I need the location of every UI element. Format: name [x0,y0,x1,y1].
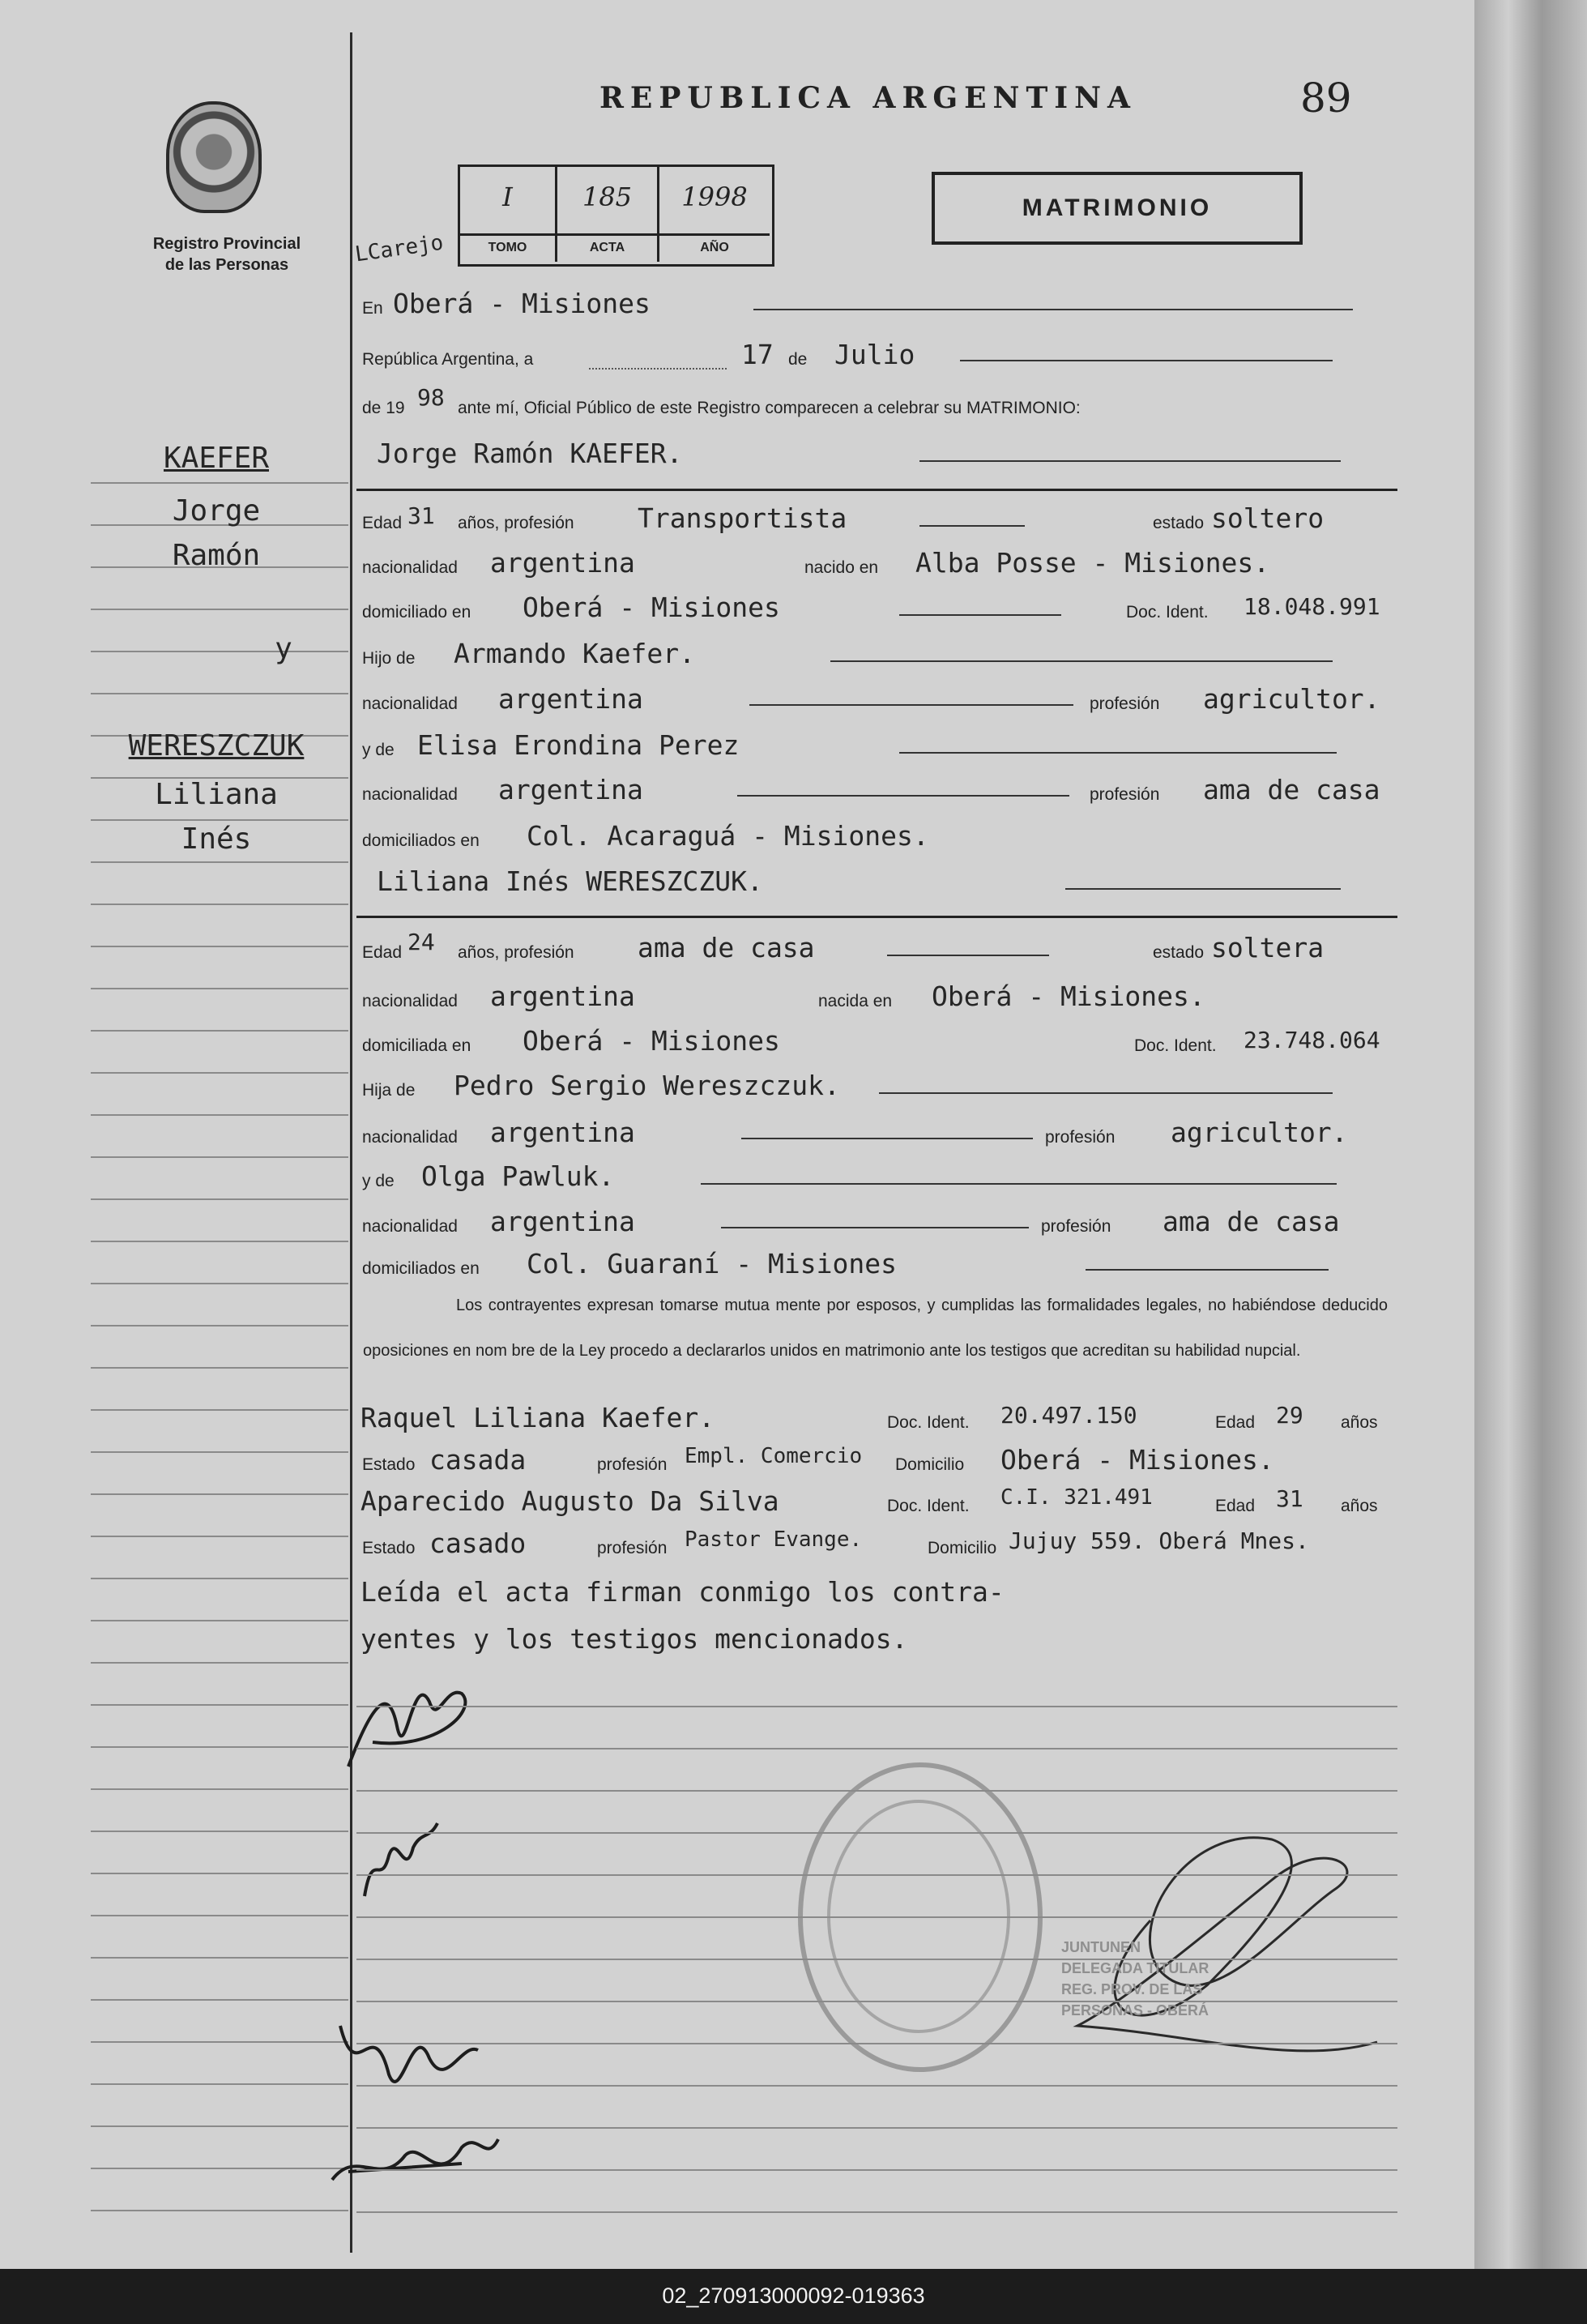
witness2-line [360,1485,1397,1523]
body-rule [356,2169,1397,2171]
margin-rule [91,2125,348,2127]
month-value: Julio [834,339,915,370]
body-rule [356,2211,1397,2213]
signature-bride [348,1815,446,1904]
closing-text-1: Leída el acta firman conmigo los contra- [360,1576,1005,1608]
civil-label: Estado [362,1539,416,1557]
margin-rule [91,609,348,610]
witness1-civil: casada [429,1444,527,1476]
groom-father-nationality: argentina [498,683,643,715]
margin-rule [91,1325,348,1326]
bride-born: Oberá - Misiones. [932,980,1205,1012]
parents-domicile-label: domiciliados en [362,831,480,850]
day-value: 17 [741,339,774,370]
years-label: años [1341,1413,1378,1432]
section-rule [356,916,1397,918]
father-label: Hija de [362,1081,416,1100]
born-label: nacida en [818,992,893,1010]
stamp-line-4: PERSONAS - OBERÁ [1061,2002,1209,2019]
civil-label: Estado [362,1455,416,1474]
bride-father: Pedro Sergio Wereszczuk. [454,1070,840,1101]
margin-rule [91,904,348,905]
doc-label: Doc. Ident. [1134,1036,1217,1055]
groom-parents-dom-line [360,820,1397,857]
fill-dash [701,1183,1337,1185]
nationality-label: nacionalidad [362,1217,458,1236]
domicile-label: Domicilio [895,1455,965,1474]
margin-rule [91,1156,348,1158]
place-label: En [362,299,383,318]
years-profession-label: años, profesión [458,514,574,532]
profession-label: profesión [1041,1217,1111,1236]
mother-label: y de [362,741,395,759]
margin-rule [91,1704,348,1706]
margin-rule [91,1451,348,1453]
fill-dash [899,752,1337,754]
bride-mother-nat-line [360,1206,1397,1243]
fill-dash [753,309,1353,310]
nationality-label: nacionalidad [362,558,458,577]
nationality-label: nacionalidad [362,1128,458,1147]
body-rule [356,1706,1397,1707]
age-label: Edad [362,514,403,532]
bride-mother-nationality: argentina [490,1206,635,1237]
witness2-civil: casado [429,1527,527,1559]
nationality-label: nacionalidad [362,694,458,713]
fill-dash [960,360,1333,361]
bride-civil: soltera [1211,932,1325,963]
body-rule [356,1874,1397,1876]
witness1-line [360,1402,1397,1439]
registry-name [122,233,332,276]
age-label: Edad [362,943,403,962]
bride-name-line [360,865,1397,903]
dotted-fill [589,368,727,370]
fill-dash [1086,1269,1329,1271]
doc-label: Doc. Ident. [887,1413,970,1432]
margin-rule [91,2210,348,2211]
year-line [360,384,1397,425]
margin-rule [91,1367,348,1369]
groom-parents-domicile: Col. Acaraguá - Misiones. [527,820,929,852]
margin-rule [91,1662,348,1664]
bride-parents-domicile: Col. Guaraní - Misiones [527,1248,897,1279]
groom-born: Alba Posse - Misiones. [915,547,1270,579]
bride-father-nationality: argentina [490,1117,635,1148]
groom-mother-profession: ama de casa [1203,774,1380,805]
groom-name-line [360,438,1397,475]
bride-parents-dom-line [360,1248,1397,1285]
fill-dash [919,525,1025,527]
groom-father-profession: agricultor. [1203,683,1380,715]
signature-groom [340,1653,486,1783]
groom-nat-line [360,547,1397,584]
witness2-domicile: Jujuy 559. Oberá Mnes. [1009,1527,1309,1554]
groom-mother: Elisa Erondina Perez [417,729,740,761]
margin-rule [91,482,348,484]
fill-dash [721,1227,1029,1228]
body-rule [356,2001,1397,2002]
margin-rule [91,1241,348,1242]
country-label: República Argentina, a [362,350,534,369]
margin-rule [91,1831,348,1832]
groom-father-line [360,638,1397,675]
closing-line-2 [360,1623,1397,1660]
statement-text: ante mí, Oficial Público de este Registro comparecen a celebrar su MATRIMONIO: [458,399,1081,417]
body-rule [356,1790,1397,1792]
tomo-cell [460,167,557,262]
groom-domicile: Oberá - Misiones [523,592,780,623]
margin-rule [91,2083,348,2085]
bride-father-nat-line [360,1117,1397,1154]
registry-line-2: de las Personas [164,256,289,274]
acta-value: 185 [582,182,633,212]
groom-age-line [360,502,1397,540]
stamp-line-2: DELEGADA TITULAR [1061,1960,1209,1976]
bride-age: 24 [407,929,435,955]
father-label: Hijo de [362,649,416,668]
margin-groom-name-1: Jorge [172,494,261,528]
nationality-label: nacionalidad [362,992,458,1010]
official-initial-signature: LCarejo [353,230,446,267]
margin-groom-name-2: Ramón [172,539,261,572]
fill-dash [749,704,1073,706]
bride-age-line [360,929,1397,969]
coat-of-arms-emblem [166,101,262,213]
witness2-profession: Pastor Evange. [685,1527,863,1552]
margin-rule [91,861,348,863]
groom-age: 31 [407,502,435,529]
fill-dash [1065,888,1341,890]
nationality-label: nacionalidad [362,785,458,804]
margin-rule [91,1999,348,2001]
groom-mother-nat-line [360,774,1397,811]
profession-label: profesión [597,1539,668,1557]
margin-bride-name-2: Inés [181,822,252,856]
groom-mother-nationality: argentina [498,774,643,805]
witness2-name: Aparecido Augusto Da Silva [360,1485,779,1517]
body-rule [356,1748,1397,1749]
margin-rule [91,1283,348,1284]
witness1-civil-line [360,1444,1397,1481]
bride-mother-line [360,1160,1397,1198]
bride-doc: 23.748.064 [1244,1027,1380,1053]
bride-dom-line [360,1025,1397,1062]
fill-dash [919,460,1341,462]
margin-rule [91,1114,348,1116]
born-label: nacido en [804,558,879,577]
country-title: REPUBLICA ARGENTINA [599,81,1137,115]
margin-groom-surname: KAEFER [163,442,270,475]
margin-rule [91,651,348,652]
age-label: Edad [1215,1497,1256,1515]
civil-label: estado [1153,514,1205,532]
official-stamp-text [1061,1937,1209,2021]
signature-witness1 [324,1993,486,2107]
margin-line [350,32,352,2253]
groom-dom-line [360,592,1397,629]
mother-label: y de [362,1172,395,1190]
margin-conjunction: y [275,632,292,665]
stamp-line-3: REG. PROV. DE LAS [1061,1981,1203,1997]
groom-profession: Transportista [638,502,847,534]
de-label: de [788,350,808,369]
body-rule [356,2127,1397,2129]
parents-domicile-label: domiciliados en [362,1259,480,1278]
groom-father: Armando Kaefer. [454,638,696,669]
body-rule [356,1916,1397,1918]
domicile-label: Domicilio [928,1539,997,1557]
witness1-doc: 20.497.150 [1000,1402,1137,1429]
profession-label: profesión [1090,785,1160,804]
closing-text-2: yentes y los testigos mencionados. [360,1623,908,1655]
margin-rule [91,946,348,947]
year-prefix: de 19 [362,399,405,417]
margin-rule [91,2041,348,2043]
years-profession-label: años, profesión [458,943,574,962]
margin-rule [91,693,348,694]
margin-rule [91,1915,348,1916]
body-rule [356,2043,1397,2044]
fill-dash [887,955,1049,956]
margin-rule [91,988,348,989]
years-label: años [1341,1497,1378,1515]
bride-domicile: Oberá - Misiones [523,1025,780,1057]
book-edge [1474,0,1587,2269]
fill-dash [741,1138,1033,1139]
witness1-domicile: Oberá - Misiones. [1000,1444,1274,1476]
profession-label: profesión [597,1455,668,1474]
witness2-civil-line [360,1527,1397,1565]
anio-cell [659,167,770,262]
bride-father-profession: agricultor. [1171,1117,1348,1148]
declaration-paragraph: Los contrayentes expresan tomarse mutua mente por esposos, y cumplidas las formalidades legales, no habiéndose deducido oposiciones en nom bre de la Ley procedo a declararlos unidos en matrimonio ante los testigos que acreditan su habilidad nupcial. [363,1297,1388,1360]
signature-official [1029,1758,1401,2083]
margin-rule [91,1578,348,1579]
groom-nationality: argentina [490,547,635,579]
tomo-value: I [502,182,513,212]
stamp-line-1: JUNTUNEN [1061,1939,1141,1955]
footer-filename: 02_270913000092-019363 [662,2283,925,2308]
witness1-name: Raquel Liliana Kaefer. [360,1402,715,1433]
acta-table [458,164,774,267]
registry-line-1: Registro Provincial [152,235,301,253]
year-value: 98 [417,384,445,411]
profession-label: profesión [1090,694,1160,713]
bride-profession: ama de casa [638,932,815,963]
section-rule [356,489,1397,491]
bride-name: Liliana Inés WERESZCZUK. [377,865,763,897]
profession-label: profesión [1045,1128,1116,1147]
anio-value: 1998 [681,182,748,212]
margin-rule [91,1788,348,1790]
margin-rule [91,1072,348,1074]
fill-dash [830,660,1333,662]
witness1-age: 29 [1276,1402,1303,1429]
page-number: 89 [1300,75,1352,122]
margin-bride-name-1: Liliana [155,778,278,811]
body-rule [356,2085,1397,2087]
bride-nationality: argentina [490,980,635,1012]
anio-label: AÑO [659,233,770,262]
doc-label: Doc. Ident. [1126,603,1209,622]
bride-nat-line [360,980,1397,1018]
place-value: Oberá - Misiones [393,288,651,319]
margin-rule [91,1536,348,1537]
margin-rule [91,1620,348,1621]
bride-father-line [360,1070,1397,1107]
fill-dash [879,1092,1333,1094]
groom-father-nat-line [360,683,1397,720]
witness2-doc: C.I. 321.491 [1000,1485,1153,1510]
groom-mother-line [360,729,1397,767]
margin-rule [91,1409,348,1411]
body-rule [356,1832,1397,1834]
body-rule [356,1959,1397,1960]
domicile-label: domiciliado en [362,603,471,622]
acta-label: ACTA [557,233,657,262]
witness1-profession: Empl. Comercio [685,1444,863,1468]
groom-civil: soltero [1211,502,1325,534]
doc-label: Doc. Ident. [887,1497,970,1515]
closing-line-1 [360,1576,1397,1613]
margin-bride-surname: WERESZCZUK [128,729,305,763]
domicile-label: domiciliada en [362,1036,471,1055]
age-label: Edad [1215,1413,1256,1432]
margin-rule [91,1030,348,1032]
fill-dash [737,795,1069,797]
place-line [360,288,1397,325]
groom-name: Jorge Ramón KAEFER. [377,438,683,469]
margin-rule [91,1873,348,1874]
tomo-label: TOMO [460,233,555,262]
record-type-box: MATRIMONIO [932,172,1303,245]
bride-mother: Olga Pawluk. [421,1160,615,1192]
bride-mother-profession: ama de casa [1163,1206,1340,1237]
margin-rule [91,1957,348,1959]
fill-dash [899,614,1061,616]
date-line [360,339,1397,376]
acta-cell [557,167,659,262]
witness2-age: 31 [1276,1485,1303,1512]
margin-rule [91,2168,348,2169]
margin-rule [91,1493,348,1495]
margin-rule [91,1746,348,1748]
margin-rule [91,819,348,821]
margin-rule [91,1198,348,1200]
civil-label: estado [1153,943,1205,962]
groom-doc: 18.048.991 [1244,593,1380,620]
